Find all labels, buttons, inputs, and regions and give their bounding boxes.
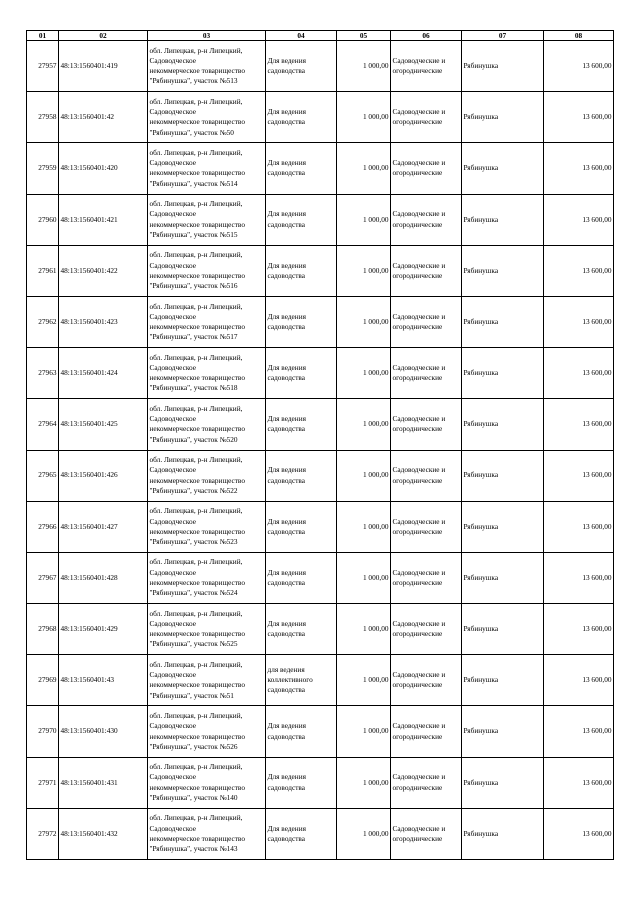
land-category-line: Садоводческие и: [392, 260, 446, 270]
permitted-use-cell: [266, 757, 337, 808]
land-category-line: Садоводческие и: [392, 823, 446, 833]
land-category-line: огороднические: [392, 373, 443, 383]
land-category-line: огороднические: [392, 424, 443, 434]
table-row: [27, 552, 614, 603]
land-category-line: огороднические: [392, 117, 443, 127]
cadastral-value-cell: 13 600,00: [544, 41, 614, 92]
table-body: [27, 41, 614, 860]
address-cell: [148, 501, 266, 552]
record-number-cell: 27972: [27, 808, 59, 859]
record-number-cell: 27964: [27, 399, 59, 450]
owner-name-cell: Рябинушка: [462, 655, 544, 706]
address-line: обл. Липецкая, р-н Липецкий,: [149, 199, 243, 209]
address-cell: [148, 143, 266, 194]
cadastral-value-cell: 13 600,00: [544, 296, 614, 347]
permitted-use-line: садоводства: [267, 373, 305, 383]
land-category-line: Садоводческие и: [392, 55, 446, 65]
area-cell: 1 000,00: [337, 348, 391, 399]
table-row: [27, 296, 614, 347]
owner-name-cell: Рябинушка: [462, 41, 544, 92]
area-cell: 1 000,00: [337, 757, 391, 808]
permitted-use-line: для ведения: [267, 664, 305, 674]
address-line: Садоводческое: [149, 670, 196, 680]
area-cell: 1 000,00: [337, 655, 391, 706]
address-line: некоммерческое товарищество: [149, 270, 245, 280]
area-cell: 1 000,00: [337, 41, 391, 92]
land-register-table: [26, 30, 614, 860]
address-line: обл. Липецкая, р-н Липецкий,: [149, 711, 243, 721]
land-category-cell: [391, 706, 462, 757]
land-category-line: огороднические: [392, 782, 443, 792]
land-category-line: Садоводческие и: [392, 209, 446, 219]
owner-name-cell: Рябинушка: [462, 552, 544, 603]
cadastral-value-cell: 13 600,00: [544, 706, 614, 757]
address-line: "Рябинушка", участок №514: [149, 178, 238, 188]
address-line: обл. Липецкая, р-н Липецкий,: [149, 301, 243, 311]
address-line: Садоводческое: [149, 55, 196, 65]
address-line: "Рябинушка", участок №50: [149, 127, 234, 137]
address-line: некоммерческое товарищество: [149, 526, 245, 536]
table-row: [27, 143, 614, 194]
address-line: "Рябинушка", участок №51: [149, 690, 234, 700]
cadastral-number-cell: 48:13:1560401:419: [59, 41, 148, 92]
land-category-line: огороднические: [392, 219, 443, 229]
cadastral-value-cell: 13 600,00: [544, 655, 614, 706]
address-line: некоммерческое товарищество: [149, 168, 245, 178]
land-category-line: огороднические: [392, 577, 443, 587]
cadastral-value-cell: 13 600,00: [544, 501, 614, 552]
owner-name-cell: Рябинушка: [462, 194, 544, 245]
address-line: некоммерческое товарищество: [149, 475, 245, 485]
permitted-use-cell: [266, 194, 337, 245]
address-line: Садоводческое: [149, 414, 196, 424]
address-line: обл. Липецкая, р-н Липецкий,: [149, 813, 243, 823]
address-line: "Рябинушка", участок №140: [149, 792, 238, 802]
address-cell: [148, 296, 266, 347]
owner-name-cell: Рябинушка: [462, 296, 544, 347]
land-category-line: Садоводческие и: [392, 567, 446, 577]
address-line: "Рябинушка", участок №516: [149, 281, 238, 291]
address-line: некоммерческое товарищество: [149, 680, 245, 690]
record-number-cell: 27959: [27, 143, 59, 194]
land-category-line: Садоводческие и: [392, 670, 446, 680]
permitted-use-line: Для ведения: [267, 158, 306, 168]
table-row: [27, 808, 614, 859]
land-category-line: Садоводческие и: [392, 107, 446, 117]
area-cell: 1 000,00: [337, 552, 391, 603]
address-cell: [148, 450, 266, 501]
cadastral-value-cell: 13 600,00: [544, 245, 614, 296]
permitted-use-line: Для ведения: [267, 721, 306, 731]
address-line: некоммерческое товарищество: [149, 424, 245, 434]
permitted-use-cell: [266, 245, 337, 296]
table-row: [27, 450, 614, 501]
permitted-use-line: садоводства: [267, 685, 305, 695]
cadastral-value-cell: 13 600,00: [544, 757, 614, 808]
cadastral-number-cell: 48:13:1560401:420: [59, 143, 148, 194]
column-header-07: 07: [462, 31, 544, 41]
record-number-cell: 27967: [27, 552, 59, 603]
address-cell: [148, 194, 266, 245]
address-line: Садоводческое: [149, 516, 196, 526]
land-category-line: Садоводческие и: [392, 465, 446, 475]
cadastral-number-cell: 48:13:1560401:424: [59, 348, 148, 399]
address-line: обл. Липецкая, р-н Липецкий,: [149, 506, 243, 516]
cadastral-number-cell: 48:13:1560401:426: [59, 450, 148, 501]
address-line: "Рябинушка", участок №143: [149, 844, 238, 854]
address-line: обл. Липецкая, р-н Липецкий,: [149, 352, 243, 362]
permitted-use-line: Для ведения: [267, 260, 306, 270]
cadastral-number-cell: 48:13:1560401:43: [59, 655, 148, 706]
land-category-line: Садоводческие и: [392, 618, 446, 628]
address-line: "Рябинушка", участок №515: [149, 229, 238, 239]
record-number-cell: 27970: [27, 706, 59, 757]
permitted-use-cell: [266, 399, 337, 450]
permitted-use-line: Для ведения: [267, 618, 306, 628]
land-category-line: Садоводческие и: [392, 721, 446, 731]
land-category-cell: [391, 194, 462, 245]
table-header: [27, 31, 614, 41]
permitted-use-cell: [266, 808, 337, 859]
area-cell: 1 000,00: [337, 194, 391, 245]
permitted-use-cell: [266, 348, 337, 399]
owner-name-cell: Рябинушка: [462, 399, 544, 450]
column-header-06: 06: [391, 31, 462, 41]
address-cell: [148, 604, 266, 655]
land-category-line: огороднические: [392, 731, 443, 741]
owner-name-cell: Рябинушка: [462, 501, 544, 552]
address-line: обл. Липецкая, р-н Липецкий,: [149, 557, 243, 567]
cadastral-number-cell: 48:13:1560401:432: [59, 808, 148, 859]
address-line: "Рябинушка", участок №513: [149, 76, 238, 86]
record-number-cell: 27963: [27, 348, 59, 399]
address-line: Садоводческое: [149, 311, 196, 321]
address-line: обл. Липецкая, р-н Липецкий,: [149, 147, 243, 157]
permitted-use-line: садоводства: [267, 219, 305, 229]
address-line: Садоводческое: [149, 823, 196, 833]
area-cell: 1 000,00: [337, 604, 391, 655]
address-line: "Рябинушка", участок №526: [149, 741, 238, 751]
record-number-cell: 27968: [27, 604, 59, 655]
record-number-cell: 27957: [27, 41, 59, 92]
permitted-use-line: Для ведения: [267, 55, 306, 65]
address-line: обл. Липецкая, р-н Липецкий,: [149, 96, 243, 106]
owner-name-cell: Рябинушка: [462, 348, 544, 399]
cadastral-value-cell: 13 600,00: [544, 552, 614, 603]
cadastral-number-cell: 48:13:1560401:425: [59, 399, 148, 450]
permitted-use-cell: [266, 41, 337, 92]
address-cell: [148, 92, 266, 143]
cadastral-number-cell: 48:13:1560401:422: [59, 245, 148, 296]
land-category-cell: [391, 296, 462, 347]
land-category-cell: [391, 92, 462, 143]
permitted-use-cell: [266, 296, 337, 347]
permitted-use-line: садоводства: [267, 66, 305, 76]
address-cell: [148, 399, 266, 450]
cadastral-value-cell: 13 600,00: [544, 194, 614, 245]
address-line: обл. Липецкая, р-н Липецкий,: [149, 403, 243, 413]
land-category-cell: [391, 143, 462, 194]
permitted-use-line: садоводства: [267, 731, 305, 741]
land-category-cell: [391, 757, 462, 808]
area-cell: 1 000,00: [337, 501, 391, 552]
land-category-cell: [391, 450, 462, 501]
address-line: обл. Липецкая, р-н Липецкий,: [149, 608, 243, 618]
table-row: [27, 92, 614, 143]
land-category-line: огороднические: [392, 270, 443, 280]
area-cell: 1 000,00: [337, 450, 391, 501]
area-cell: 1 000,00: [337, 143, 391, 194]
land-category-line: огороднические: [392, 322, 443, 332]
cadastral-number-cell: 48:13:1560401:42: [59, 92, 148, 143]
permitted-use-line: Для ведения: [267, 362, 306, 372]
address-cell: [148, 757, 266, 808]
land-category-cell: [391, 348, 462, 399]
cadastral-number-cell: 48:13:1560401:427: [59, 501, 148, 552]
address-line: некоммерческое товарищество: [149, 731, 245, 741]
record-number-cell: 27962: [27, 296, 59, 347]
permitted-use-cell: [266, 143, 337, 194]
permitted-use-cell: [266, 655, 337, 706]
table-row: [27, 706, 614, 757]
owner-name-cell: Рябинушка: [462, 450, 544, 501]
column-header-03: 03: [148, 31, 266, 41]
cadastral-number-cell: 48:13:1560401:431: [59, 757, 148, 808]
land-category-cell: [391, 552, 462, 603]
address-cell: [148, 348, 266, 399]
permitted-use-line: садоводства: [267, 475, 305, 485]
permitted-use-line: Для ведения: [267, 414, 306, 424]
land-category-cell: [391, 399, 462, 450]
cadastral-value-cell: 13 600,00: [544, 604, 614, 655]
land-category-cell: [391, 501, 462, 552]
table-row: [27, 245, 614, 296]
cadastral-value-cell: 13 600,00: [544, 92, 614, 143]
permitted-use-cell: [266, 501, 337, 552]
permitted-use-line: садоводства: [267, 168, 305, 178]
land-category-line: огороднические: [392, 66, 443, 76]
owner-name-cell: Рябинушка: [462, 92, 544, 143]
permitted-use-cell: [266, 604, 337, 655]
land-category-cell: [391, 41, 462, 92]
address-cell: [148, 655, 266, 706]
column-header-04: 04: [266, 31, 337, 41]
address-line: некоммерческое товарищество: [149, 66, 245, 76]
land-category-cell: [391, 245, 462, 296]
owner-name-cell: Рябинушка: [462, 143, 544, 194]
cadastral-value-cell: 13 600,00: [544, 450, 614, 501]
column-header-01: 01: [27, 31, 59, 41]
owner-name-cell: Рябинушка: [462, 757, 544, 808]
address-line: обл. Липецкая, р-н Липецкий,: [149, 250, 243, 260]
address-line: "Рябинушка", участок №524: [149, 588, 238, 598]
address-line: некоммерческое товарищество: [149, 373, 245, 383]
header-row: [27, 31, 614, 41]
land-category-line: Садоводческие и: [392, 772, 446, 782]
land-category-line: огороднические: [392, 475, 443, 485]
permitted-use-line: Для ведения: [267, 772, 306, 782]
address-line: Садоводческое: [149, 567, 196, 577]
record-number-cell: 27966: [27, 501, 59, 552]
land-category-line: огороднические: [392, 680, 443, 690]
address-line: "Рябинушка", участок №518: [149, 383, 238, 393]
land-category-line: огороднические: [392, 833, 443, 843]
permitted-use-cell: [266, 552, 337, 603]
permitted-use-line: Для ведения: [267, 465, 306, 475]
table-row: [27, 41, 614, 92]
land-category-line: огороднические: [392, 629, 443, 639]
owner-name-cell: Рябинушка: [462, 604, 544, 655]
address-line: Садоводческое: [149, 772, 196, 782]
land-category-line: Садоводческие и: [392, 158, 446, 168]
address-line: некоммерческое товарищество: [149, 833, 245, 843]
table-row: [27, 604, 614, 655]
land-category-line: огороднические: [392, 168, 443, 178]
address-line: Садоводческое: [149, 260, 196, 270]
address-line: некоммерческое товарищество: [149, 629, 245, 639]
record-number-cell: 27969: [27, 655, 59, 706]
address-line: Садоводческое: [149, 721, 196, 731]
address-line: "Рябинушка", участок №525: [149, 639, 238, 649]
permitted-use-line: садоводства: [267, 782, 305, 792]
address-line: некоммерческое товарищество: [149, 577, 245, 587]
table-row: [27, 194, 614, 245]
record-number-cell: 27960: [27, 194, 59, 245]
address-line: "Рябинушка", участок №517: [149, 332, 238, 342]
address-line: некоммерческое товарищество: [149, 322, 245, 332]
column-header-02: 02: [59, 31, 148, 41]
address-line: обл. Липецкая, р-н Липецкий,: [149, 45, 243, 55]
cadastral-number-cell: 48:13:1560401:430: [59, 706, 148, 757]
area-cell: 1 000,00: [337, 92, 391, 143]
permitted-use-line: садоводства: [267, 322, 305, 332]
permitted-use-cell: [266, 92, 337, 143]
permitted-use-line: садоводства: [267, 117, 305, 127]
owner-name-cell: Рябинушка: [462, 808, 544, 859]
area-cell: 1 000,00: [337, 296, 391, 347]
area-cell: 1 000,00: [337, 245, 391, 296]
permitted-use-line: Для ведения: [267, 567, 306, 577]
address-line: "Рябинушка", участок №522: [149, 485, 238, 495]
permitted-use-line: Для ведения: [267, 209, 306, 219]
permitted-use-line: садоводства: [267, 526, 305, 536]
table-row: [27, 757, 614, 808]
land-category-line: огороднические: [392, 526, 443, 536]
address-line: некоммерческое товарищество: [149, 219, 245, 229]
permitted-use-line: Для ведения: [267, 516, 306, 526]
address-line: некоммерческое товарищество: [149, 782, 245, 792]
address-line: Садоводческое: [149, 362, 196, 372]
owner-name-cell: Рябинушка: [462, 245, 544, 296]
permitted-use-line: Для ведения: [267, 311, 306, 321]
cadastral-number-cell: 48:13:1560401:429: [59, 604, 148, 655]
cadastral-number-cell: 48:13:1560401:423: [59, 296, 148, 347]
address-line: Садоводческое: [149, 618, 196, 628]
address-line: "Рябинушка", участок №523: [149, 537, 238, 547]
table-row: [27, 348, 614, 399]
permitted-use-line: садоводства: [267, 833, 305, 843]
address-line: Садоводческое: [149, 107, 196, 117]
address-line: обл. Липецкая, р-н Липецкий,: [149, 455, 243, 465]
permitted-use-line: садоводства: [267, 577, 305, 587]
record-number-cell: 27971: [27, 757, 59, 808]
address-cell: [148, 41, 266, 92]
record-number-cell: 27958: [27, 92, 59, 143]
cadastral-number-cell: 48:13:1560401:428: [59, 552, 148, 603]
land-category-line: Садоводческие и: [392, 516, 446, 526]
table-row: [27, 655, 614, 706]
land-category-cell: [391, 808, 462, 859]
address-line: Садоводческое: [149, 158, 196, 168]
permitted-use-line: садоводства: [267, 629, 305, 639]
cadastral-value-cell: 13 600,00: [544, 348, 614, 399]
area-cell: 1 000,00: [337, 706, 391, 757]
cadastral-value-cell: 13 600,00: [544, 143, 614, 194]
owner-name-cell: Рябинушка: [462, 706, 544, 757]
permitted-use-cell: [266, 450, 337, 501]
cadastral-value-cell: 13 600,00: [544, 808, 614, 859]
area-cell: 1 000,00: [337, 808, 391, 859]
address-line: Садоводческое: [149, 209, 196, 219]
land-category-line: Садоводческие и: [392, 311, 446, 321]
cadastral-number-cell: 48:13:1560401:421: [59, 194, 148, 245]
address-line: "Рябинушка", участок №520: [149, 434, 238, 444]
permitted-use-line: Для ведения: [267, 107, 306, 117]
land-category-line: Садоводческие и: [392, 362, 446, 372]
permitted-use-line: Для ведения: [267, 823, 306, 833]
address-cell: [148, 808, 266, 859]
land-category-cell: [391, 655, 462, 706]
document-page: [26, 30, 614, 860]
permitted-use-line: коллективного: [267, 675, 313, 685]
record-number-cell: 27961: [27, 245, 59, 296]
table-row: [27, 501, 614, 552]
cadastral-value-cell: 13 600,00: [544, 399, 614, 450]
record-number-cell: 27965: [27, 450, 59, 501]
land-category-line: Садоводческие и: [392, 414, 446, 424]
area-cell: 1 000,00: [337, 399, 391, 450]
address-line: обл. Липецкая, р-н Липецкий,: [149, 659, 243, 669]
permitted-use-line: садоводства: [267, 424, 305, 434]
address-line: обл. Липецкая, р-н Липецкий,: [149, 762, 243, 772]
land-category-cell: [391, 604, 462, 655]
address-cell: [148, 245, 266, 296]
address-line: некоммерческое товарищество: [149, 117, 245, 127]
address-cell: [148, 552, 266, 603]
address-cell: [148, 706, 266, 757]
permitted-use-cell: [266, 706, 337, 757]
table-row: [27, 399, 614, 450]
column-header-08: 08: [544, 31, 614, 41]
permitted-use-line: садоводства: [267, 270, 305, 280]
column-header-05: 05: [337, 31, 391, 41]
address-line: Садоводческое: [149, 465, 196, 475]
